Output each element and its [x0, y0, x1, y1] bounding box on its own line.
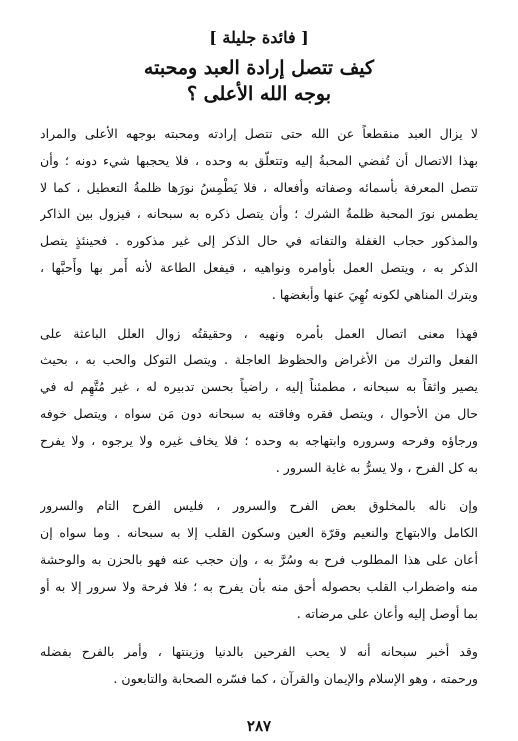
text-line: وإن ناله بالمخلوق بعض الفرح والسرور ، فليس الفرح التام والسرور — [40, 498, 478, 514]
text-line: الذكر به ، ويتصل العمل بأوامره ونواهيه ، فيفعل الطاعة لأنه أَمر بها وأَحبَّها ، — [40, 259, 478, 275]
text-line: فهذا معنى اتصال العمل بأمره ونهيه ، وحقيقتُه زوال العلل الباعثة على — [40, 325, 478, 341]
text-line: الفعل والترك من الأغراض والحظوظ العاجلة . ويتصل التوكل والحب به ، بحيث — [40, 352, 478, 368]
text-line: يطمس نورَ المحبة ظلمةُ الشرك ؛ وأن يتصل ذكره به سبحانه ، فيزول بين الذاكر — [40, 206, 478, 222]
text-line: ورحمته ، وهو الإسلام والإيمان والقرآن ، كما فسّره الصحابة والتابعون . — [113, 671, 478, 687]
page-title — [40, 55, 478, 107]
paragraph — [40, 121, 478, 309]
paragraph — [40, 493, 478, 627]
section-label — [40, 28, 478, 47]
page-number: ٢٨٧ — [246, 717, 272, 735]
text-line: والمذكور حجاب الغفلة والتفاته في حال الذكر إلى غير مذكوره . فحينئذٍ يتصل — [40, 233, 478, 249]
text-line: الكامل والابتهاج والنعيم وقرّة العين وسكون القلب إلا به سبحانه . وما سواه إن — [40, 525, 478, 541]
text-line: يصير واثقاً به سبحانه ، مطمئناً إليه ، راضياً بحسن تدبيره له ، غير مُتَّهِم له في — [40, 379, 478, 395]
text-line: حال من الأحوال ، ويتصل فقره وفاقته به سبحانه دون مَن سواه ، ويتصل خوفه — [40, 405, 478, 421]
title-line: كيف تتصل إرادة العبد ومحبته — [143, 57, 375, 79]
text-line: منه واضطراب القلب بحصوله أحق منه بأن يفرح به ؛ فلا فرحة ولا سرور إلا به أو — [40, 578, 478, 594]
text-line: بهذا الاتصال أن تُفضي المحبةُ إليه وتتعلّق به وحده ، فلا يحجبها شيء دونه ؛ وأن — [40, 152, 478, 168]
paragraph — [40, 639, 478, 693]
text-line: تتصل المعرفة بأسمائه وصفاته وأفعاله ، فلا يَطْمِسُ نورَها ظلمةُ التعطيل ، كما لا — [40, 179, 478, 195]
text-line: ورجاؤه وفرحه وسروره وابتهاجه به وحده ؛ فلا يخاف غيره ولا يرجوه ، ولا يفرح — [40, 432, 478, 448]
paragraph — [40, 321, 478, 482]
section-label-text: [ فائدة جليلة ] — [209, 28, 309, 47]
text-line: به كل الفرح ، ولا يسرُّ به غاية السرور . — [275, 459, 478, 475]
text-line: أعان على هذا المطلوب فرح به وسُرَّ به ، وإن حجب عنه فهو بالحزن به والوحشة — [40, 551, 478, 567]
title-line: بوجه الله الأعلى ؟ — [186, 83, 332, 105]
text-line: ويترك المناهي لكونه نُهِيَ عنها وأبغضها . — [271, 286, 478, 302]
text-line: وقد أخبر سبحانه أنه لا يحب الفرحين بالدنيا وزينتها ، وأمر بالفرح بفضله — [40, 644, 478, 660]
text-line: لا يزال العبد منقطعاً عن الله حتى تتصل إرادته ومحبته بوجهه الأعلى والمراد — [40, 126, 478, 141]
text-line: بما أوصل إليه وأعان على مرضاته . — [296, 605, 478, 621]
